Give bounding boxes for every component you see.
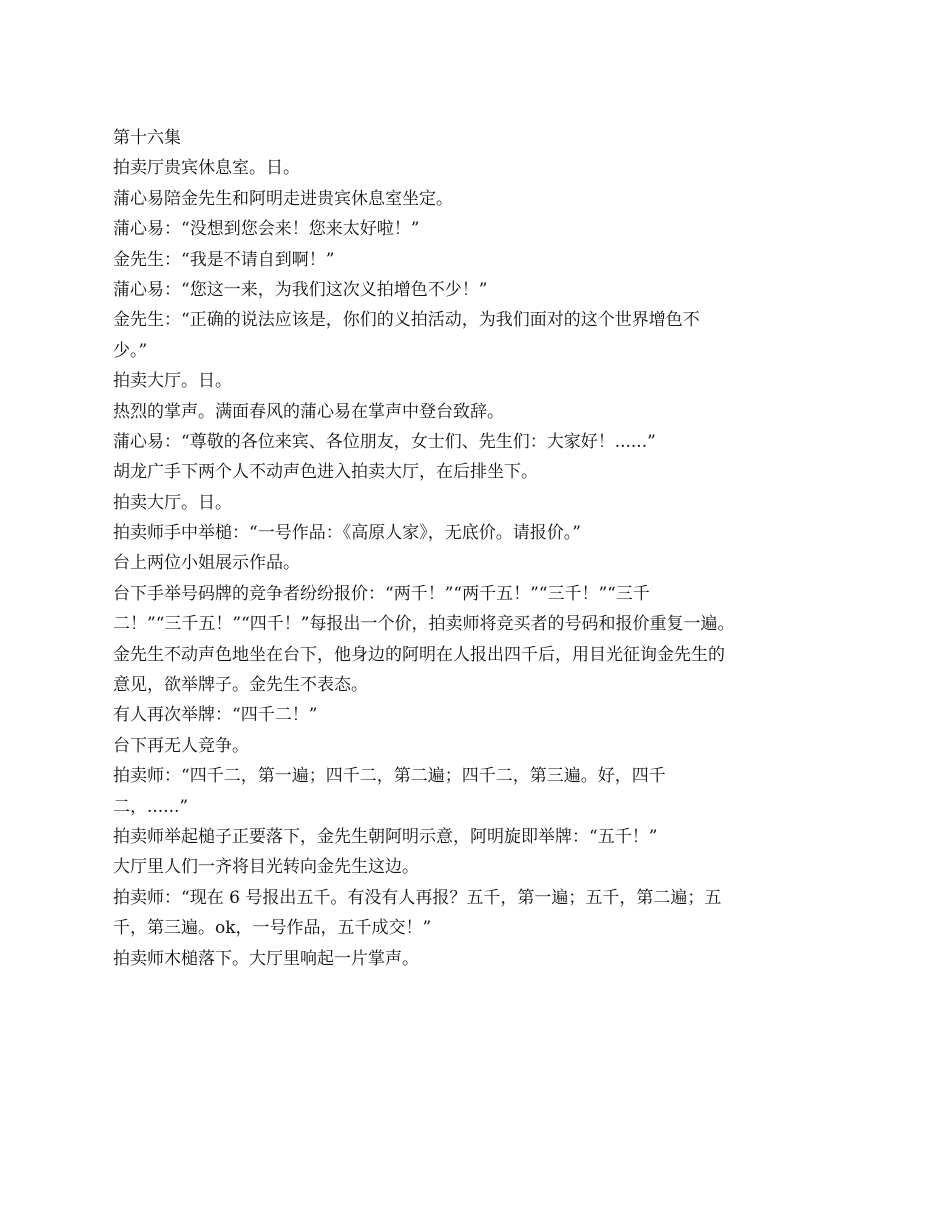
text-line: 台下手举号码牌的竞争者纷纷报价：“两千！”“两千五！”“三千！”“三千	[113, 583, 650, 604]
script-text-body	[113, 123, 793, 974]
text-line: 二！”“三千五！”“四千！”每报出一个价，拍卖师将竞买者的号码和报价重复一遍。	[113, 614, 735, 635]
text-line: 台上两位小姐展示作品。	[113, 553, 300, 574]
text-line: 千，第三遍。ok，一号作品，五千成交！”	[113, 918, 432, 939]
text-line: 拍卖师举起槌子正要落下，金先生朝阿明示意，阿明旋即举牌：“五千！”	[113, 826, 658, 847]
text-line: 蒲心易：“您这一来，为我们这次义拍增色不少！”	[113, 279, 488, 300]
text-line: 蒲心易：“尊敬的各位来宾、各位朋友，女士们、先生们：大家好！......”	[113, 431, 656, 452]
text-line: 胡龙广手下两个人不动声色进入拍卖大厅，在后排坐下。	[113, 462, 538, 483]
text-line: 少。”	[113, 340, 148, 361]
text-line: 拍卖大厅。日。	[113, 371, 232, 392]
text-line: 蒲心易陪金先生和阿明走进贵宾休息室坐定。	[113, 188, 453, 209]
text-line: 金先生：“正确的说法应该是，你们的义拍活动，为我们面对的这个世界增色不	[113, 310, 700, 331]
text-line: 拍卖师手中举槌：“一号作品：《高原人家》，无底价。请报价。”	[113, 523, 581, 544]
episode-title: 第十六集	[113, 128, 181, 148]
text-line: 蒲心易：“没想到您会来！您来太好啦！”	[113, 219, 420, 240]
text-line: 意见，欲举牌子。金先生不表态。	[113, 675, 368, 696]
text-line: 拍卖大厅。日。	[113, 492, 232, 513]
text-line: 有人再次举牌：“四千二！”	[113, 705, 318, 726]
text-line: 二，......”	[113, 796, 189, 817]
text-line: 金先生：“我是不请自到啊！”	[113, 249, 335, 270]
text-line: 热烈的掌声。满面春风的蒲心易在掌声中登台致辞。	[113, 401, 504, 422]
text-line: 金先生不动声色地坐在台下，他身边的阿明在人报出四千后，用目光征询金先生的	[113, 644, 725, 665]
text-line: 拍卖师：“四千二，第一遍；四千二，第二遍；四千二，第三遍。好，四千	[113, 766, 666, 787]
text-line: 拍卖厅贵宾休息室。日。	[113, 158, 300, 179]
text-line: 台下再无人竞争。	[113, 735, 249, 756]
text-line: 拍卖师：“现在 6 号报出五千。有没有人再报？五千，第一遍；五千，第二遍；五	[113, 887, 722, 908]
text-line: 拍卖师木槌落下。大厅里响起一片掌声。	[113, 948, 419, 969]
text-line: 大厅里人们一齐将目光转向金先生这边。	[113, 857, 419, 878]
